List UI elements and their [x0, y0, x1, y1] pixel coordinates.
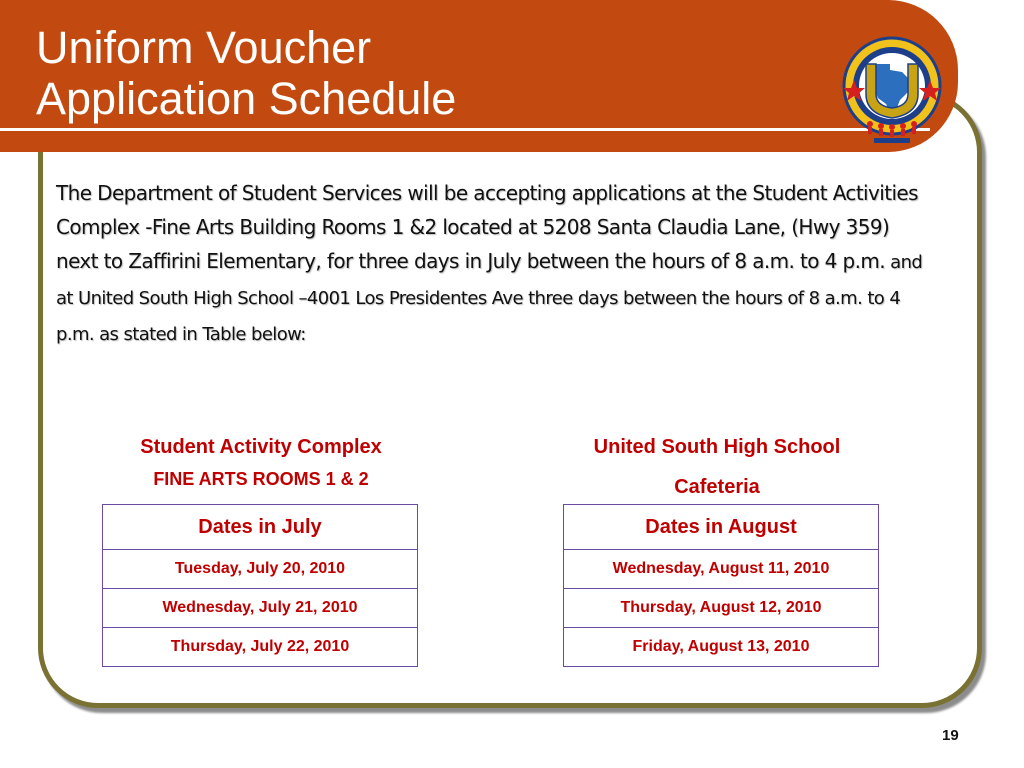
date-cell: Tuesday, July 20, 2010 — [103, 550, 418, 589]
venue-location: Cafeteria — [674, 476, 760, 498]
date-cell: Thursday, July 22, 2010 — [103, 628, 418, 667]
school-district-seal-icon — [840, 34, 944, 148]
intro-paragraph — [56, 176, 936, 352]
july-dates-table — [102, 504, 418, 667]
table-row — [564, 550, 879, 589]
page-number: 19 — [942, 727, 959, 744]
date-cell: Wednesday, August 11, 2010 — [564, 550, 879, 589]
august-dates-table — [563, 504, 879, 667]
venue-heading-united-south-high-school — [540, 434, 894, 500]
title-line-2: Application Schedule — [36, 73, 457, 124]
table-header-cell: Dates in August — [564, 505, 879, 550]
table-row — [564, 589, 879, 628]
intro-continuation-text: and at United South High School –4001 Los Presidentes Ave three days between the hours of 8 a.m. to 4 p.m. as stated in Table below: — [56, 252, 923, 345]
date-cell: Wednesday, July 21, 2010 — [103, 589, 418, 628]
slide-title — [36, 22, 456, 124]
table-row — [103, 628, 418, 667]
title-line-1: Uniform Voucher — [36, 22, 372, 73]
intro-main-text: The Department of Student Services will be accepting applications at the Student Activities Complex -Fine Arts Building Rooms 1 &2 located at 5208 Santa Claudia Lane, (Hwy 359) next to Zaffirini Elementary, for three days in July between the hours of 8 a.m. to 4 p.m. — [56, 181, 918, 273]
title-banner — [0, 0, 958, 152]
venue-heading-student-activity-complex — [86, 434, 436, 492]
table-row — [103, 589, 418, 628]
venue-name: Student Activity Complex — [140, 436, 382, 458]
date-cell: Friday, August 13, 2010 — [564, 628, 879, 667]
table-row — [564, 628, 879, 667]
table-row — [103, 550, 418, 589]
banner-divider — [0, 128, 930, 131]
table-header-cell: Dates in July — [103, 505, 418, 550]
venue-location: FINE ARTS ROOMS 1 & 2 — [153, 469, 369, 489]
venue-name: United South High School — [593, 436, 841, 458]
table-header-row — [103, 505, 418, 550]
table-header-row — [564, 505, 879, 550]
date-cell: Thursday, August 12, 2010 — [564, 589, 879, 628]
